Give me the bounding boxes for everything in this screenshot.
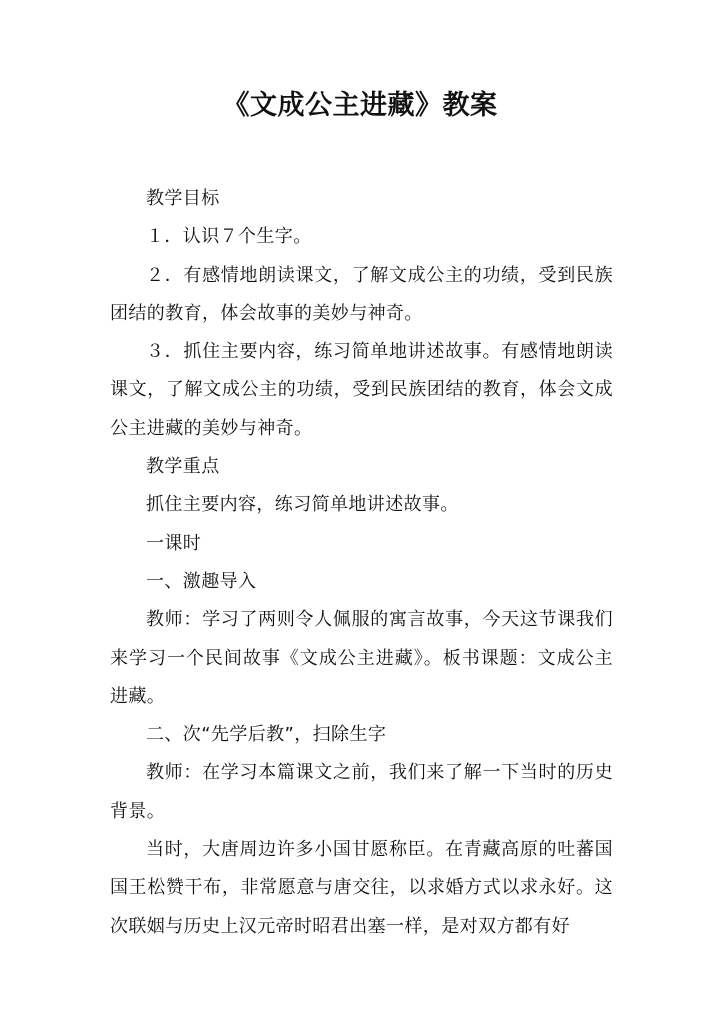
section-heading-key-points: 教学重点 (146, 456, 220, 478)
section-heading-introduction: 一、激趣导入 (146, 570, 257, 592)
objective-item-2: ２．有感情地朗读课文，了解文成公主的功绩，受到民族团结的教育，体会故事的美妙与神奇。 (110, 264, 613, 324)
history-paragraph: 当时，大唐周边许多小国甘愿称臣。在青藏高原的吐蕃国国王松赞干布，非常愿意与唐交往，以求婚方式以求永好。这次联姻与历史上汉元帝时昭君出塞一样，是对双方都有好 (110, 839, 613, 937)
key-point-text: 抓住主要内容，练习简单地讲述故事。 (146, 494, 459, 516)
objective-item-3: ３．抓住主要内容，练习简单地讲述故事。有感情地朗读课文，了解文成公主的功绩，受到民族团结的教育，体会文成公主进藏的美妙与神奇。 (110, 341, 613, 439)
section-heading-objectives: 教学目标 (146, 188, 220, 209)
teacher-background-paragraph: 教师：在学习本篇课文之前，我们来了解一下当时的历史背景。 (110, 762, 613, 822)
lesson-duration: 一课时 (146, 532, 202, 554)
document-title: 《文成公主进藏》教案 (222, 90, 498, 121)
teacher-introduction-paragraph: 教师：学习了两则令人佩服的寓言故事，今天这节课我们来学习一个民间故事《文成公主进藏》。板书课题：文成公主进藏。 (110, 609, 613, 707)
objective-item-1: １．认识７个生字。 (146, 226, 312, 248)
section-heading-vocabulary: 二、次“先学后教”，扫除生字 (146, 724, 387, 746)
document-body (110, 180, 613, 946)
